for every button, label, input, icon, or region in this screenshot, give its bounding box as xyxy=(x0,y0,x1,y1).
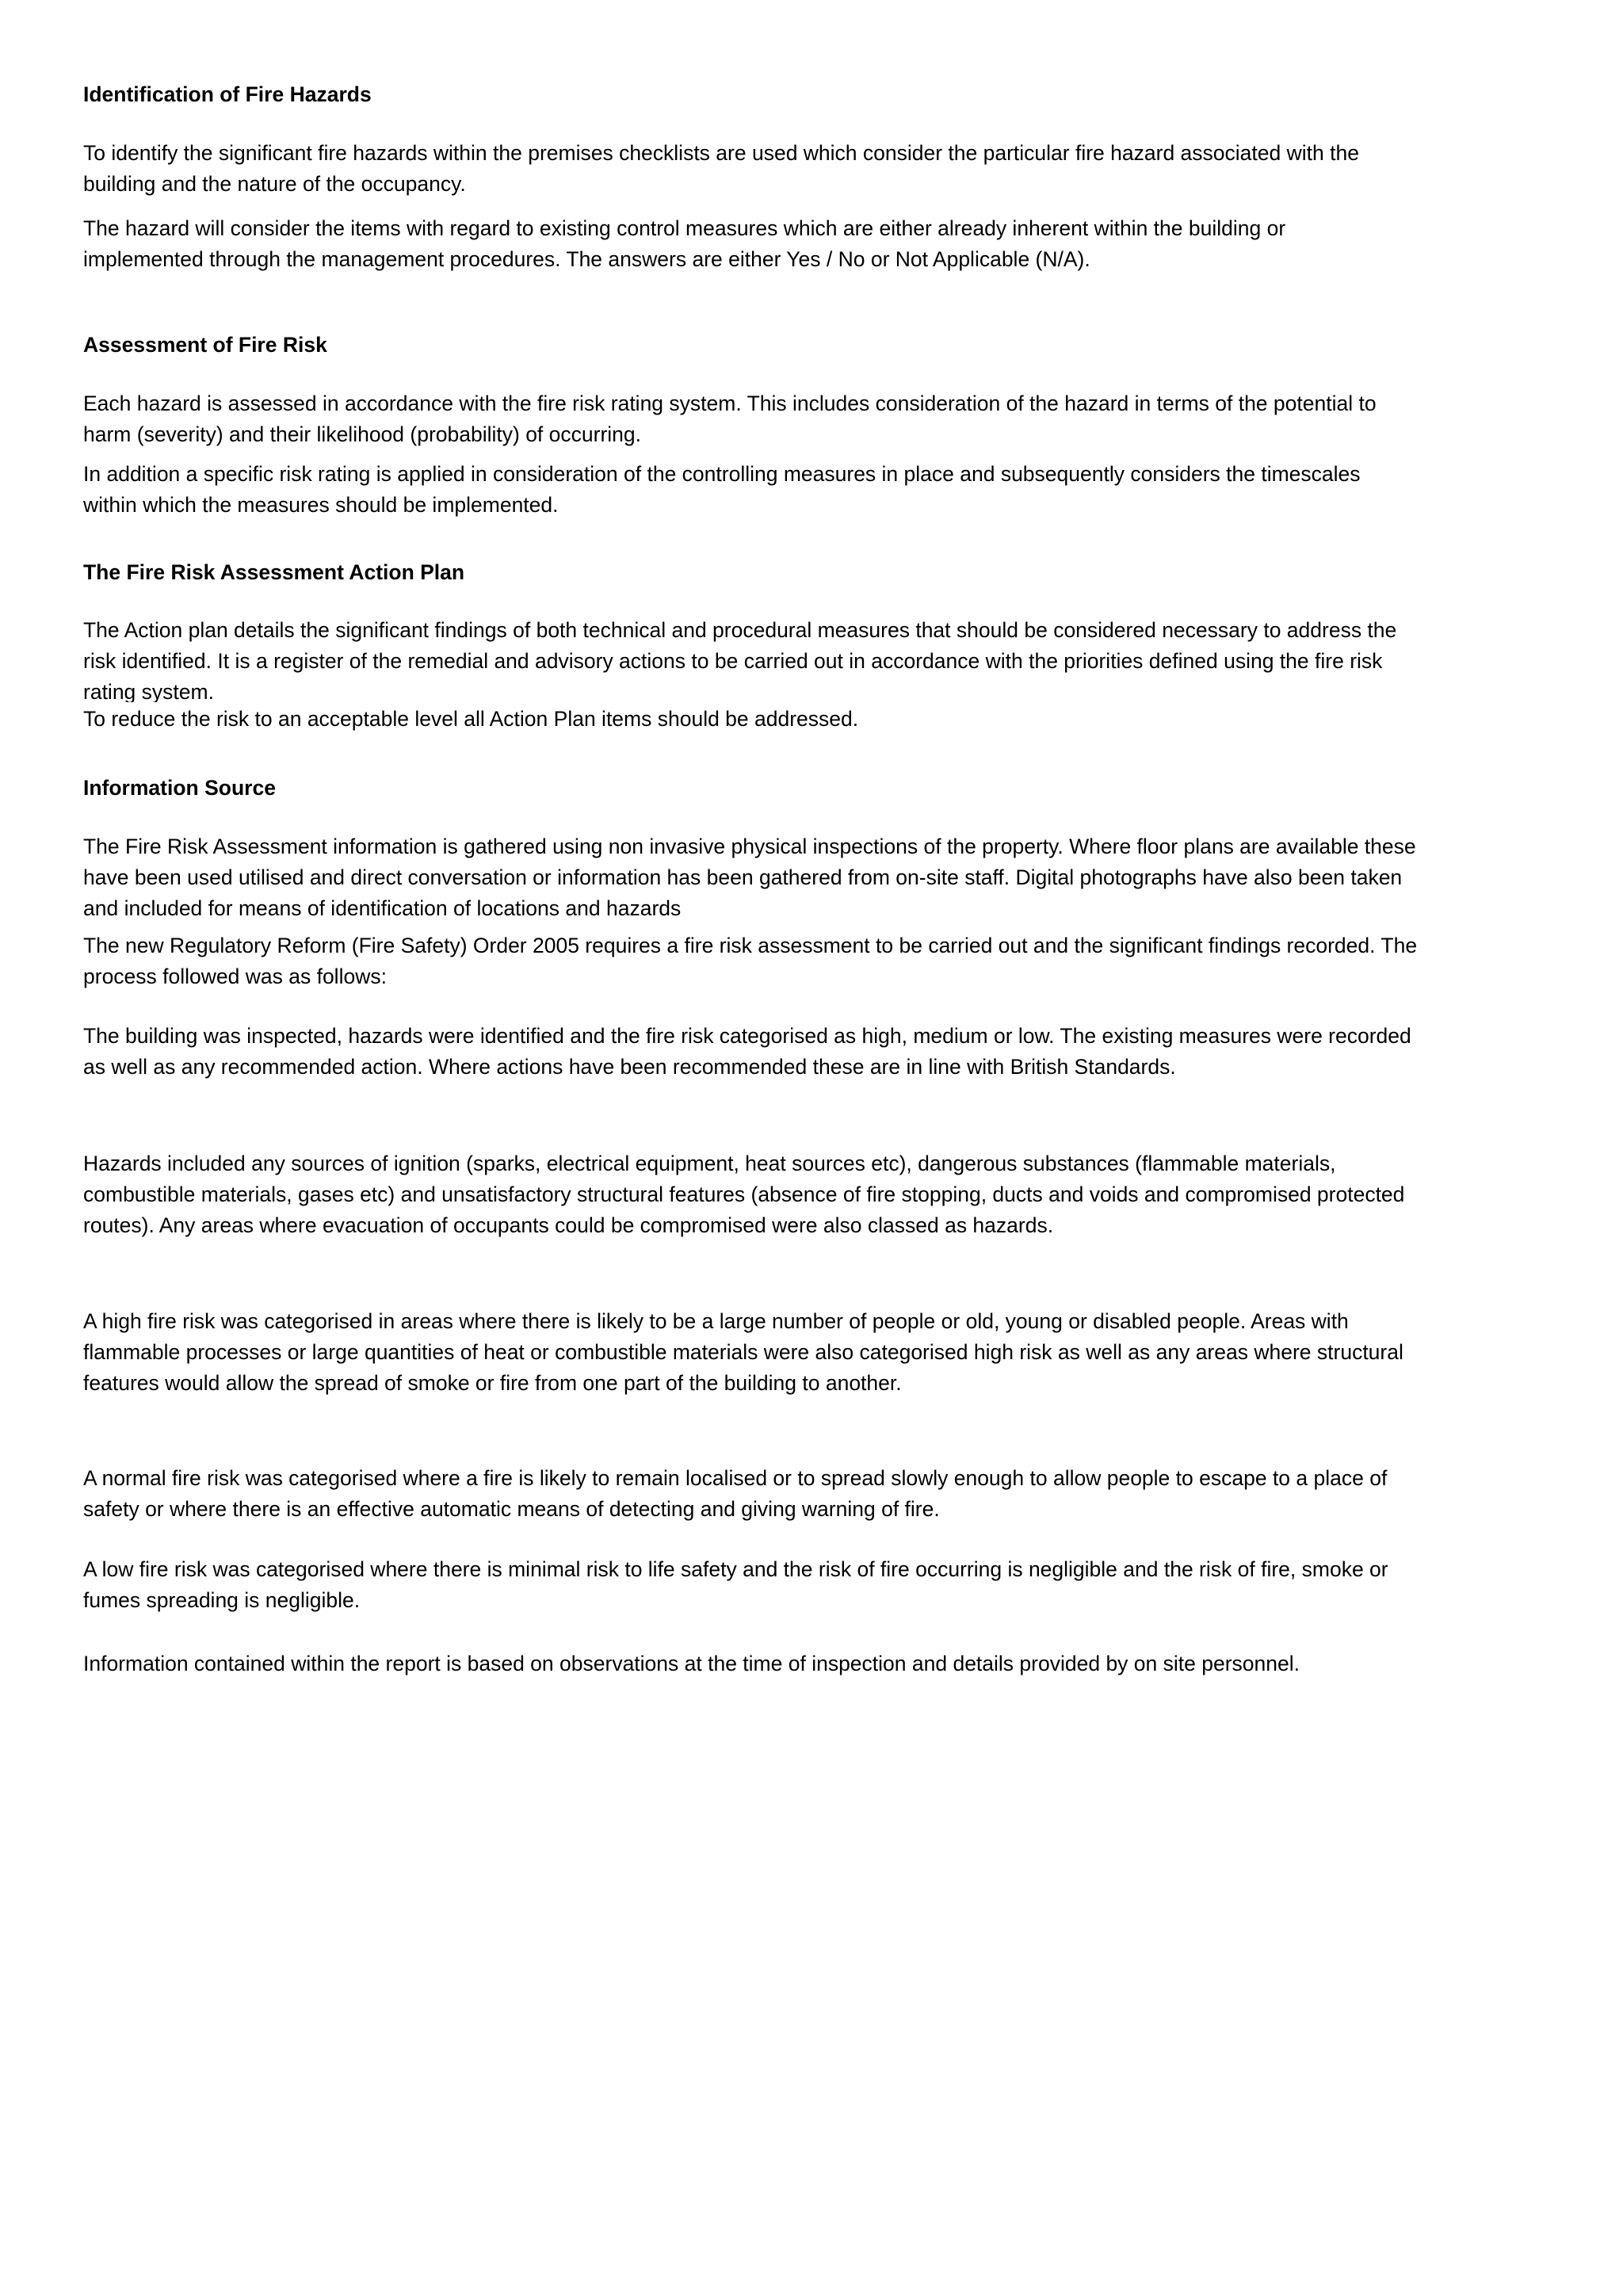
paragraph: The hazard will consider the items with regard to existing control measures which are either already inherent within the building or implemented through the management procedures. The answers are either Yes / No or Not Applicable (N/A). xyxy=(83,216,1286,271)
paragraph: The new Regulatory Reform (Fire Safety) Order 2005 requires a fire risk assessment to be carried out and the significant findings recorded. The process followed was as follows: xyxy=(83,934,1418,988)
heading-action-plan: The Fire Risk Assessment Action Plan xyxy=(83,560,465,584)
paragraph: The Action plan details the significant findings of both technical and procedural measures that should be considered necessary to address the risk identified. It is a register of the remedial and advisory actions to be carried out in accordance with the priorities defined using the fire risk rating system. xyxy=(83,618,1397,702)
paragraph: In addition a specific risk rating is applied in consideration of the controlling measures in place and subsequently considers the timescales within which the measures should be implemented. xyxy=(83,462,1361,517)
paragraph: A high fire risk was categorised in areas where there is likely to be a large number of people or old, young or disabled people. Areas with flammable processes or large quantities of heat or combustible materials were also categorised high risk as well as any areas where structural features would allow the spread of smoke or fire from one part of the building to another. xyxy=(83,1309,1403,1395)
paragraph: The Fire Risk Assessment information is gathered using non invasive physical inspections of the property. Where floor plans are available these have been used utilised and direct conversation or information has been gathered from on-site staff. Digital photographs have also been taken and included for means of identification of locations and hazards xyxy=(83,835,1416,920)
paragraph: Hazards included any sources of ignition (sparks, electrical equipment, heat sources etc), dangerous substances (flammable materials, combustible materials, gases etc) and unsatisfactory structural features (absence of fire stopping, ducts and voids and compromised protected routes). Any areas where evacuation of occupants could be compromised were also classed as hazards. xyxy=(83,1152,1405,1237)
paragraph: To reduce the risk to an acceptable level all Action Plan items should be addressed. xyxy=(83,704,1502,735)
paragraph: A low fire risk was categorised where there is minimal risk to life safety and the risk of fire occurring is negligible and the risk of fire, smoke or fumes spreading is negligible. xyxy=(83,1557,1388,1612)
paragraph: Information contained within the report is based on observations at the time of inspection and details provided by on site personnel. xyxy=(83,1652,1300,1675)
paragraph: The building was inspected, hazards were identified and the fire risk categorised as high, medium or low. The existing measures were recorded as well as any recommended action. Where actions have been recommended these are in line with British Standards. xyxy=(83,1024,1411,1079)
paragraph: To identify the significant fire hazards within the premises checklists are used which consider the particular fire hazard associated with the building and the nature of the occupancy. xyxy=(83,141,1359,196)
heading-identification-of-fire-hazards: Identification of Fire Hazards xyxy=(83,82,372,106)
paragraph: A normal fire risk was categorised where a fire is likely to remain localised or to spread slowly enough to allow people to escape to a place of safety or where there is an effective automatic means of detecting and giving warning of fire. xyxy=(83,1466,1388,1521)
heading-information-source: Information Source xyxy=(83,776,276,800)
paragraph: Each hazard is assessed in accordance with the fire risk rating system. This includes consideration of the hazard in terms of the potential to harm (severity) and their likelihood (probability) of occurring. xyxy=(83,392,1377,446)
heading-assessment-of-fire-risk: Assessment of Fire Risk xyxy=(83,333,327,357)
